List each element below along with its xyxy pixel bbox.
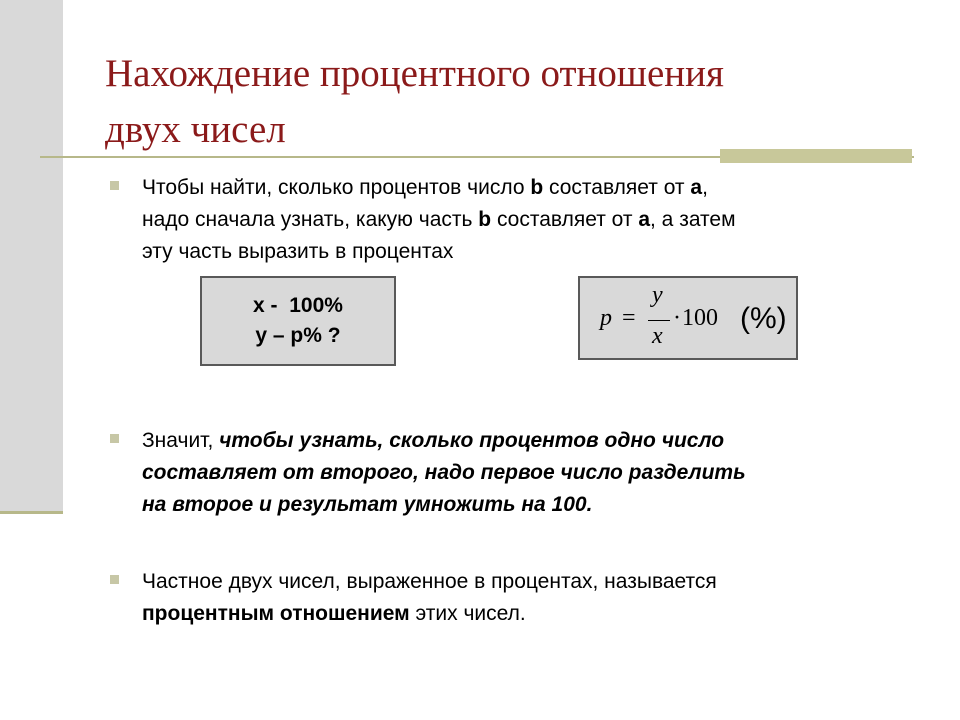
text-run-bold: b: [530, 176, 544, 199]
text-run-bold-italic: чтобы узнать, сколько процентов одно число: [219, 429, 725, 452]
text-run-bold: b: [478, 208, 492, 231]
text-run: надо сначала узнать, какую часть: [142, 208, 479, 231]
bullet-text-2: [142, 425, 746, 521]
bullet-marker-3: [110, 575, 119, 584]
text-run: , а затем: [650, 208, 736, 231]
text-run-bold: а: [690, 176, 703, 199]
bullet-text-3: [142, 566, 717, 630]
formula-box: [578, 276, 798, 360]
formula-hundred: 100: [682, 305, 718, 331]
fraction-bar: [648, 320, 670, 321]
text-run: составляет от: [543, 176, 691, 199]
title-line-2: двух чисел: [105, 108, 286, 151]
bullet-marker-1: [110, 181, 119, 190]
formula-p: p: [600, 305, 612, 331]
text-run: ,: [702, 176, 708, 199]
formula-unit: (%): [740, 302, 787, 335]
formula-denominator: x: [652, 323, 663, 349]
title-line-1: Нахождение процентного отношения: [105, 52, 724, 95]
side-decor-line: [0, 511, 63, 514]
text-run: Значит,: [142, 429, 220, 452]
title-underline-accent: [720, 149, 912, 163]
bullet-2-line-1: [142, 425, 746, 457]
text-run-bold: процентным отношением: [142, 602, 410, 625]
bullet-1-line-1: [142, 172, 736, 204]
slide-title: [105, 46, 925, 158]
formula-multiply: ·: [673, 305, 681, 331]
bullet-3-line-2: [142, 598, 717, 630]
bullet-1-line-2: [142, 204, 736, 236]
bullet-2-line-2: составляет от второго, надо первое число разделить: [142, 461, 746, 484]
text-run: Чтобы найти, сколько процентов число: [142, 176, 531, 199]
bullet-text-1: [142, 172, 736, 268]
text-run: составляет от: [491, 208, 639, 231]
proportion-box: [200, 276, 396, 366]
proportion-line-1: x - 100%: [253, 294, 343, 317]
formula-equals: =: [622, 305, 636, 331]
bullet-3-line-1: Частное двух чисел, выраженное в процентах, называется: [142, 570, 717, 593]
proportion-line-2: y – p% ?: [255, 324, 341, 347]
text-run: этих чисел.: [409, 602, 526, 625]
bullet-1-line-3: эту часть выразить в процентах: [142, 240, 454, 263]
bullet-marker-2: [110, 434, 119, 443]
side-decor-bar: [0, 0, 63, 512]
text-run-bold: а: [638, 208, 651, 231]
bullet-2-line-3: на второе и результат умножить на 100.: [142, 493, 593, 516]
formula-numerator: y: [652, 282, 663, 308]
